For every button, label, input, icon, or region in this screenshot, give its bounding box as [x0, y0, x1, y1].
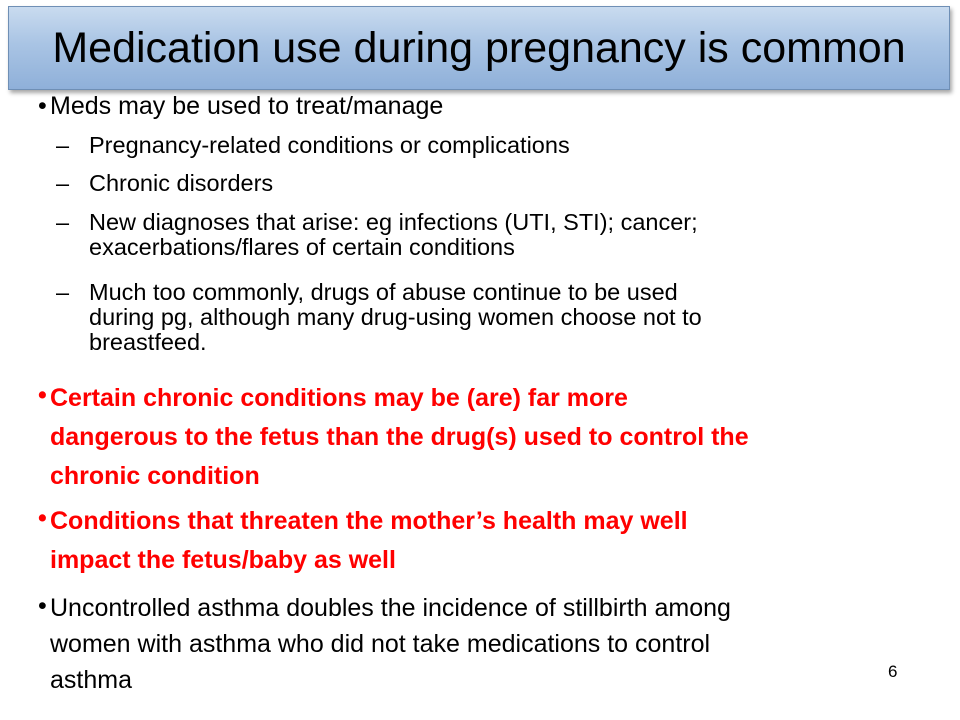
bullet-mother-health: • Conditions that threaten the mother’s health may well impact the fetus/baby as well — [38, 504, 688, 574]
bullet-marker: • — [38, 381, 47, 409]
page-number: 6 — [888, 662, 898, 681]
dash-marker: – — [56, 170, 70, 196]
bullet-marker: • — [38, 592, 47, 620]
sub-bullet-new-diagnoses: – New diagnoses that arise: eg infections (UTI, STI); cancer; exacerbations/flares of certain conditions — [56, 209, 698, 260]
sub-bullet-drugs-of-abuse: – Much too commonly, drugs of abuse continue to be used during pg, although many drug-using women choose not to breastfeed. — [56, 279, 702, 355]
bullet-chronic-conditions-dangerous: • Certain chronic conditions may be (are) far more dangerous to the fetus than the drug(s) used to control the chronic condition — [38, 381, 749, 490]
bullet-marker: • — [38, 504, 47, 532]
dash-marker: – — [56, 279, 70, 305]
bullet-marker: • — [38, 92, 47, 120]
sub-bullet-chronic-disorders: – Chronic disorders — [56, 170, 274, 196]
sub-bullet-pregnancy-conditions: – Pregnancy-related conditions or complications — [56, 132, 570, 158]
slide-title: Medication use during pregnancy is common — [52, 23, 906, 72]
dash-marker: – — [56, 209, 70, 235]
dash-marker: – — [56, 132, 70, 158]
bullet-meds-used: • Meds may be used to treat/manage — [38, 92, 444, 120]
bullet-uncontrolled-asthma: • Uncontrolled asthma doubles the incidence of stillbirth among women with asthma who did not take medications to control asthma — [38, 592, 731, 694]
